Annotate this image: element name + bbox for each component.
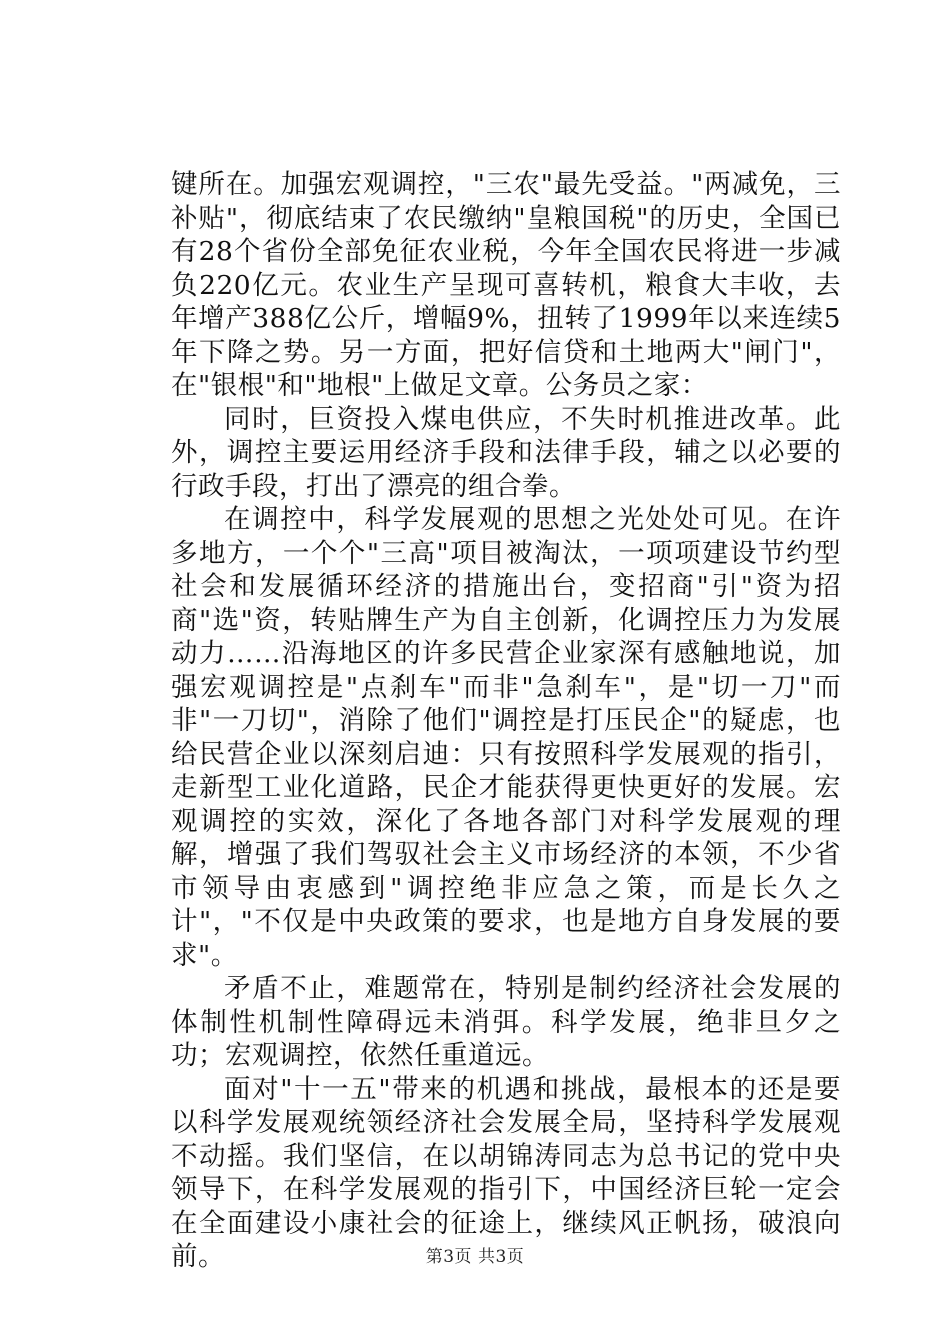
article-body [171, 168, 841, 1274]
paragraph: 在调控中，科学发展观的思想之光处处可见。在许多地方，一个个"三高"项目被淘汰，一项项建设节约型社会和发展循环经济的措施出台，变招商"引"资为招商"选"资，转贴牌生产为自主创新，化调控压力为发展动力……沿海地区的许多民营企业家深有感触地说，加强宏观调控是"点刹车"而非"急刹车"，是"切一刀"而非"一刀切"，消除了他们"调控是打压民企"的疑虑，也给民营企业以深刻启迪：只有按照科学发展观的指引，走新型工业化道路，民企才能获得更快更好的发展。宏观调控的实效，深化了各地各部门对科学发展观的理解，增强了我们驾驭社会主义市场经济的本领，不少省市领导由衷感到"调控绝非应急之策，而是长久之计"，"不仅是中央政策的要求，也是地方自身发展的要求"。 [171, 504, 841, 971]
paragraph: 面对"十一五"带来的机遇和挑战，最根本的还是要以科学发展观统领经济社会发展全局，坚持科学发展观不动摇。我们坚信，在以胡锦涛同志为总书记的党中央领导下，在科学发展观的指引下，中国经济巨轮一定会在全面建设小康社会的征途上，继续风正帆扬，破浪向前。 [171, 1073, 841, 1272]
paragraph: 矛盾不止，难题常在，特别是制约经济社会发展的体制性机制性障碍远未消弭。科学发展，绝非旦夕之功；宏观调控，依然任重道远。 [171, 973, 841, 1071]
paragraph: 同时，巨资投入煤电供应，不失时机推进改革。此外，调控主要运用经济手段和法律手段，辅之以必要的行政手段，打出了漂亮的组合拳。 [171, 403, 841, 502]
page-number-footer: 第3页 共3页 [425, 1247, 525, 1267]
paragraph-continued: 键所在。加强宏观调控，"三农"最先受益。"两减免，三补贴"，彻底结束了农民缴纳"皇粮国税"的历史，全国已有28个省份全部免征农业税，今年全国农民将进一步减负220亿元。农业生产呈现可喜转机，粮食大丰收，去年增产388亿公斤，增幅9%，扭转了1999年以来连续5年下降之势。另一方面，把好信贷和土地两大"闸门"，在"银根"和"地根"上做足文章。公务员之家： [171, 169, 841, 401]
